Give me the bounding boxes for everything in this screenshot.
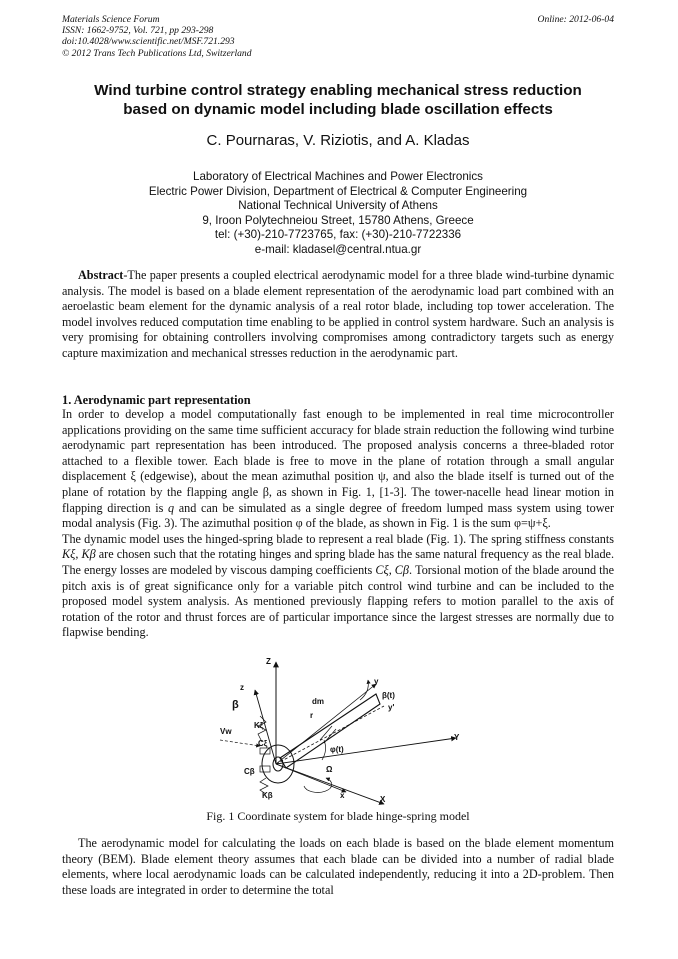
fig-label-beta: β [232, 699, 239, 711]
fig-label-x: x [340, 791, 345, 800]
fig-label-y: y [374, 677, 379, 686]
paper-title [62, 81, 614, 119]
journal-name: Materials Science Forum [62, 14, 160, 25]
affiliation-line: Electric Power Division, Department of Electrical & Computer Engineering [148, 184, 528, 198]
section-heading: 1. Aerodynamic part representation [62, 393, 251, 407]
fig-label-X: X [380, 795, 386, 804]
text-run-italic: Kξ, Kβ [62, 547, 96, 562]
abstract-text: -The paper presents a coupled electrical aerodynamic model for a three blade wind-turbine dynamic analysis. The model is based on a blade element representation of the aerodynamic load part combined with an aeroelastic beam element for the dynamic analysis of a real rotor blade, including top tower acceleration. The model involves reduced computation time enabling to be applied in control system hardware. Such an analysis is very promising for obtaining controllers involving compromises among contradictory targets such as energy capture maximization and mechanical stresses reduction in the aerodynamic part. [62, 268, 614, 360]
fig-label-z: z [240, 683, 244, 692]
authors: C. Pournaras, V. Riziotis, and A. Kladas [206, 132, 470, 149]
doi: doi:10.4028/www.scientific.net/MSF.721.293 [62, 36, 235, 48]
text-run: . Torsional motion of the blade around the pitch axis is of great significance only for a variable pitch control wind turbine and can be included to the proposed model system analysis. As mentioned previously flapping refers to motion parallel to the axis of rotation of the rotor and thrust forces are of particular importance since the largest stresses are normally due to flapwise bending. [62, 562, 614, 640]
figure-caption: Fig. 1 Coordinate system for blade hinge-spring model [206, 809, 470, 823]
fig-label-C-beta: Cβ [244, 767, 255, 776]
fig-label-Z: Z [266, 657, 271, 666]
fig-label-r: r [310, 711, 314, 720]
title-line-1: Wind turbine control strategy enabling mechanical stress reduction [94, 82, 582, 99]
c-beta-damper [260, 766, 270, 772]
fig-label-Y: Y [454, 733, 460, 742]
affiliation-line: 9, Iroon Polytechneiou Street, 15780 Athens, Greece [202, 213, 474, 227]
text-run-italic: q [168, 500, 175, 515]
fig-label-Vw: Vw [220, 727, 232, 736]
fig-label-phi-t: φ(t) [330, 745, 344, 754]
fig-label-dm: dm [312, 697, 324, 706]
text-run: In order to develop a model computationally fast enough to be implemented in real time microcontroller applications providing on the same time sufficient accuracy for blade strain reduction the following wind turbine aerodynamic part representation has been introduced. The proposed analysis concerns a three-bladed rotor attached to a flexible tower. Each blade is free to move in the plane of rotation through a small angular displacement ξ (edgewise), about the mean azimuthal position ψ, and also the blade itself is turned out of the plane of rotation by the flapping angle β, as shown in Fig. 1, [1-3]. The tower-nacelle head linear motion in flapping direction is [62, 407, 614, 515]
abstract [62, 268, 614, 362]
affiliation-line: e-mail: kladasel@central.ntua.gr [254, 242, 422, 256]
affiliation [62, 170, 614, 258]
affiliation-line: Laboratory of Electrical Machines and Power Electronics [193, 170, 483, 183]
affiliation-line: National Technical University of Athens [238, 199, 438, 213]
fig-label-y-prime: y' [388, 703, 395, 712]
fig-label-omega: Ω [326, 765, 333, 774]
wind-arrow [220, 740, 260, 746]
omega-arc [304, 778, 332, 792]
blade-outline [280, 694, 380, 768]
affiliation-line: tel: (+30)-210-7723765, fax: (+30)-210-7722336 [214, 228, 462, 242]
fig-label-K-beta: Kβ [262, 791, 273, 800]
paragraph [62, 407, 614, 532]
section-body [62, 407, 614, 641]
fig-label-K-xi: Kξ [254, 721, 264, 730]
paragraph [62, 532, 614, 641]
beta-t-arc [360, 680, 368, 700]
issn: ISSN: 1662-9752, Vol. 721, pp 293-298 [62, 25, 214, 37]
text-run: The dynamic model uses the hinged-spring blade to represent a real blade (Fig. 1). The spring stiffness constants [62, 531, 614, 546]
copyright: © 2012 Trans Tech Publications Ltd, Switzerland [62, 47, 252, 59]
abstract-label: Abstract [78, 268, 124, 282]
dm-element [324, 729, 336, 743]
text-run: and can be simulated as a single degree of freedom lumped mass system using tower modal analysis (Fig. 3). The azimuthal position φ of the blade, as shown in Fig. 1 is the sum φ=ψ+ξ. [62, 500, 615, 531]
coordinate-system-figure [200, 654, 490, 806]
text-run: are chosen such that the rotating hinges and spring blade has the same natural frequency as the real blade. The energy losses are modeled by viscous damping coefficients [62, 547, 614, 577]
title-line-2: based on dynamic model including blade oscillation effects [123, 101, 553, 118]
fig-label-beta-t: β(t) [382, 691, 395, 700]
journal-header [62, 14, 252, 59]
online-date: Online: 2012-06-04 [537, 14, 614, 25]
text-run-italic: Cξ, Cβ [375, 562, 410, 577]
fig-label-C-xi: Cξ [258, 739, 268, 748]
bem-paragraph: The aerodynamic model for calculating the loads on each blade is based on the blade element momentum theory (BEM). Blade element theory assumes that each blade can be divided into a number of radial blade elements, where local aerodynamic loads can be calculated independently, reducing it into a 2D-problem. Then these loads are integrated in order to determine the total [62, 836, 614, 897]
